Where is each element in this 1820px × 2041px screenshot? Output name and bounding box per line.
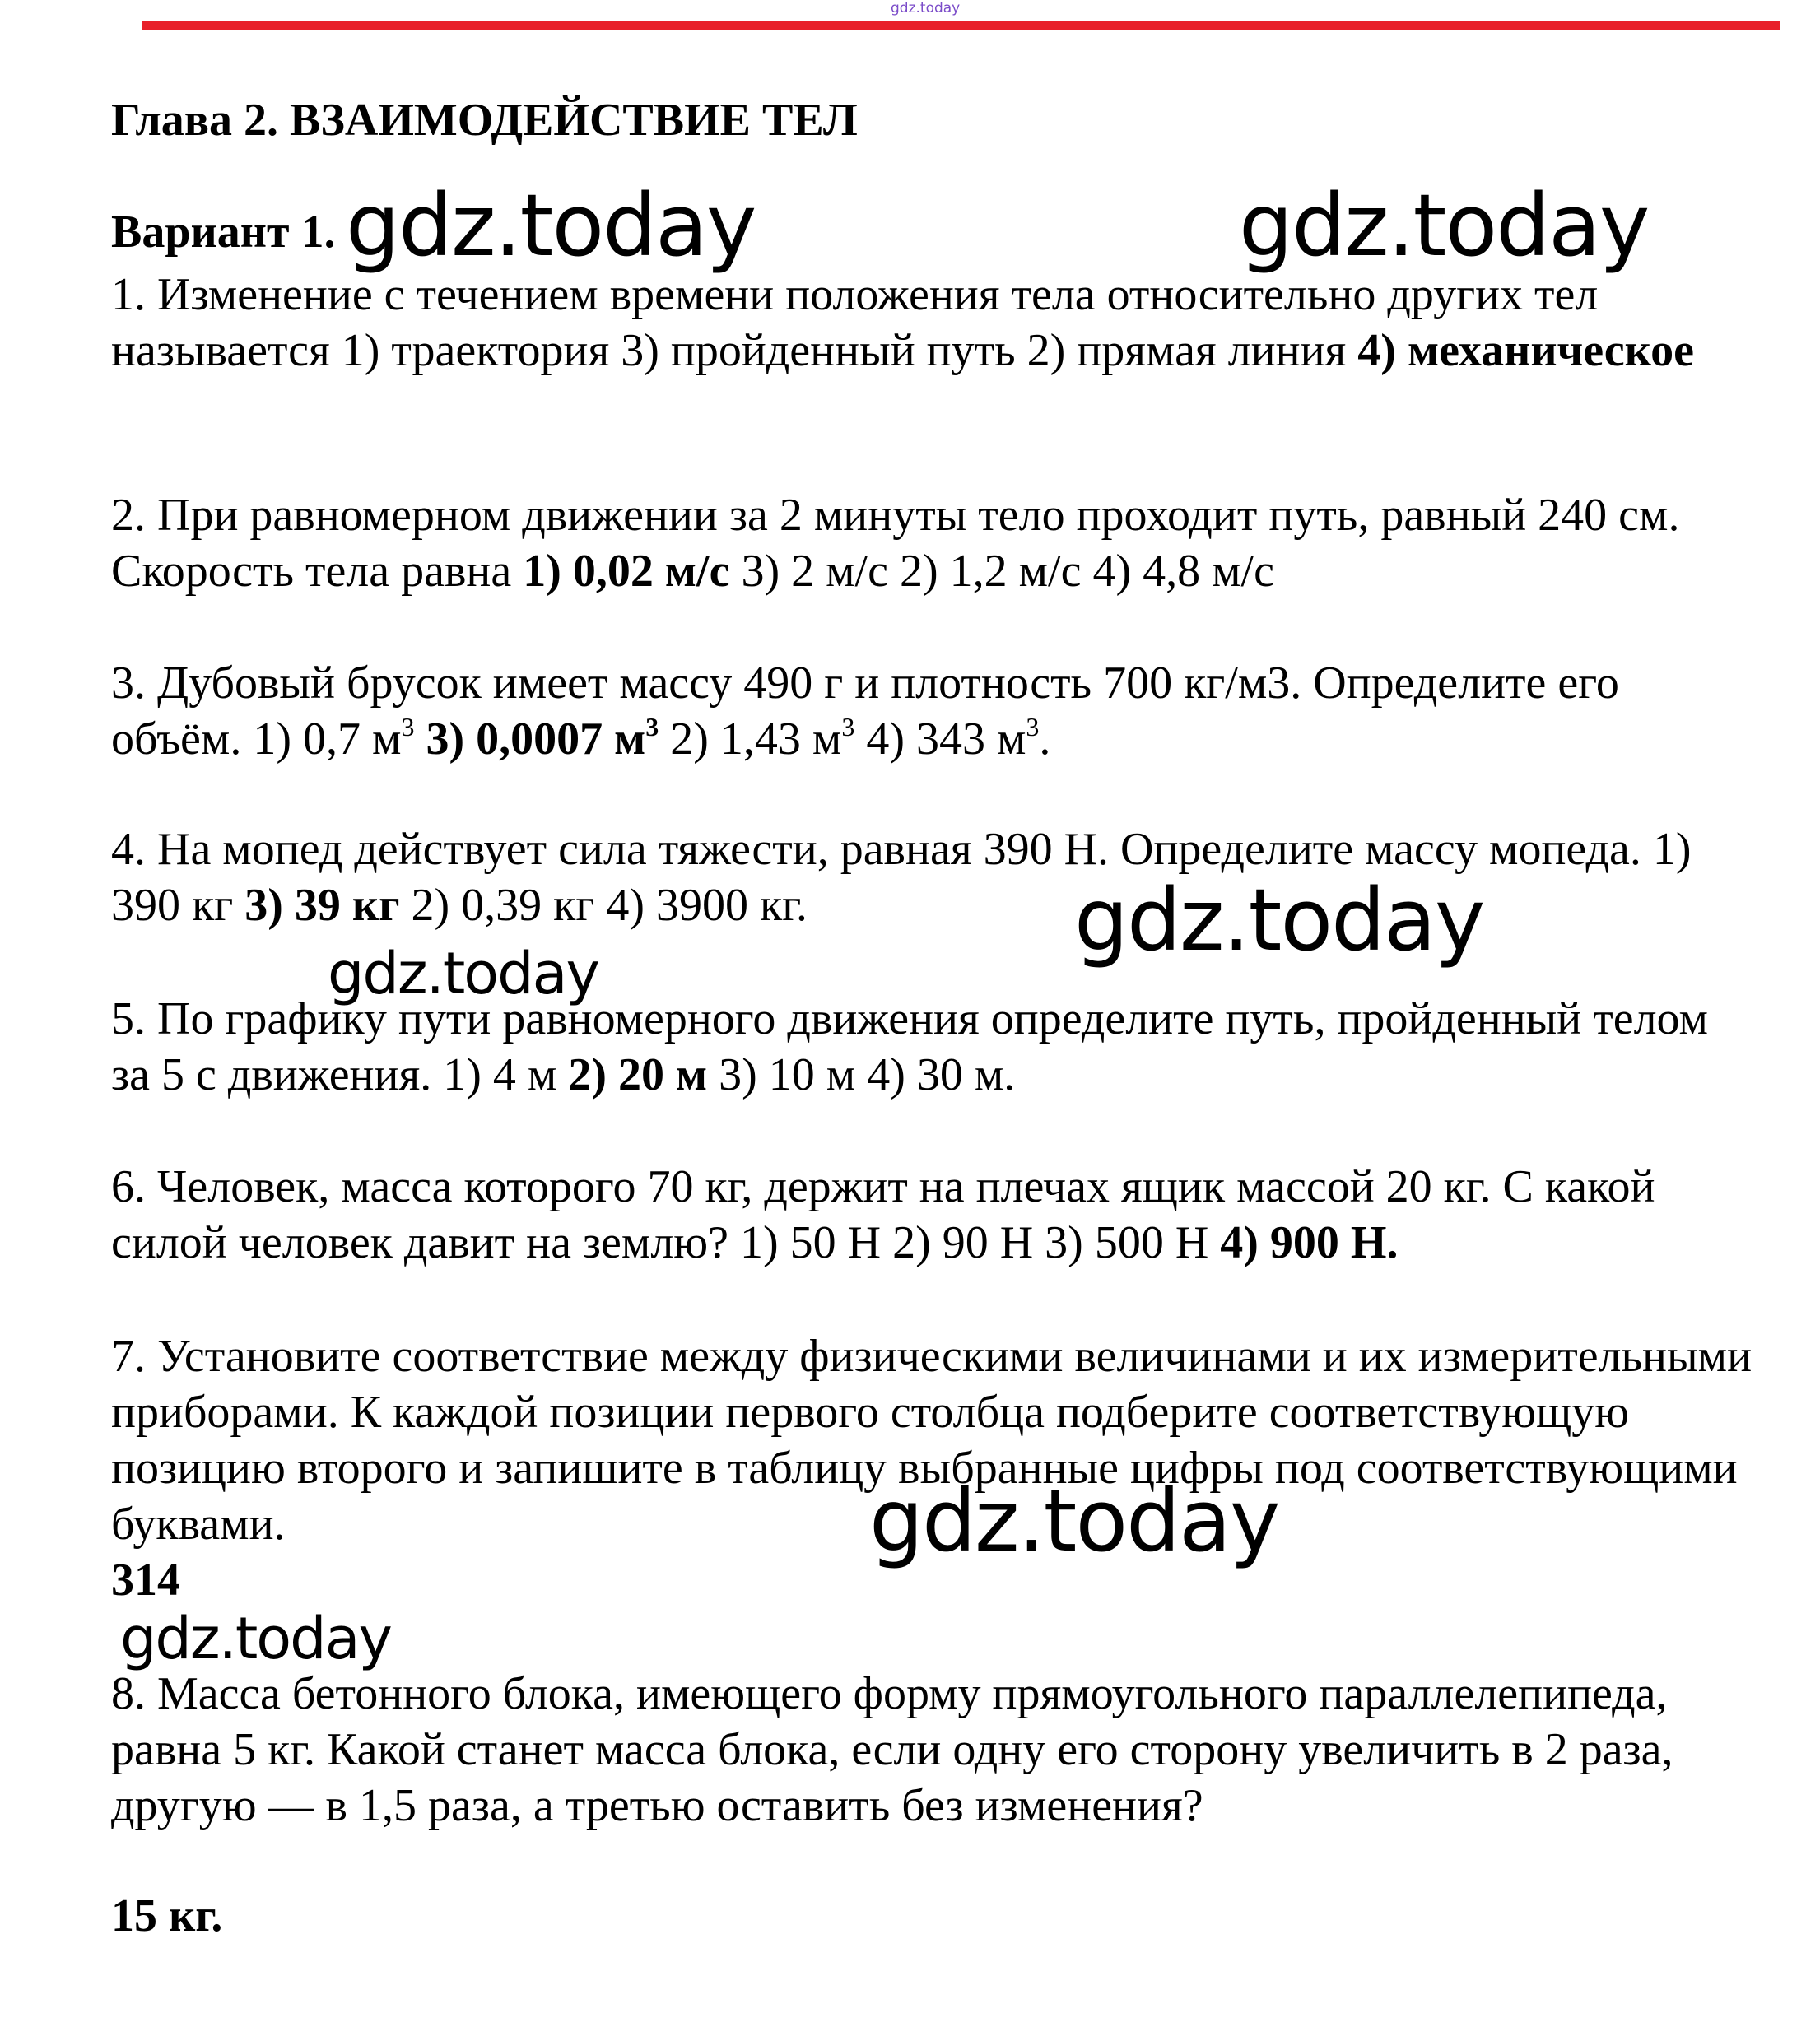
- watermark: gdz.today: [346, 175, 756, 276]
- question-2-text: 2. При равномерном движении за 2 минуты тело проходит путь, равный 240 см. Скорость тела равна: [111, 490, 1680, 597]
- question-3-option-4: 4) 343 м: [854, 714, 1026, 765]
- red-header-bar: [142, 21, 1780, 30]
- question-4-answer: 3) 39 кг: [244, 880, 400, 931]
- question-3: [111, 655, 1757, 773]
- question-5-text: 5. По графику пути равномерного движения определите путь, пройденный телом за 5 с движения. 1) 4 м: [111, 993, 1708, 1100]
- question-4-options: 2) 0,39 кг 4) 3900 кг.: [399, 880, 808, 931]
- superscript: 3: [841, 712, 855, 742]
- question-4: [111, 821, 1757, 933]
- question-5-answer: 2) 20 м: [568, 1049, 708, 1100]
- question-1-text: 1. Изменение с течением времени положения тела относительно других тел называется 1) траектория 3) пройденный путь 2) прямая линия: [111, 269, 1599, 376]
- question-2-answer: 1) 0,02 м/с: [523, 546, 730, 597]
- question-6-text: 6. Человек, масса которого 70 кг, держит на плечах ящик массой 20 кг. С какой силой человек давит на землю? 1) 50 Н 2) 90 Н 3) 500 Н: [111, 1161, 1655, 1268]
- question-8-text: 8. Масса бетонного блока, имеющего форму прямоугольного параллелепипеда, равна 5 кг. Какой станет масса блока, если одну его сторону увеличить в 2 раза, другую — в 1,5 раза, а третью оставить без изменения?: [111, 1668, 1673, 1831]
- chapter-title: Глава 2. ВЗАИМОДЕЙСТВИЕ ТЕЛ: [111, 95, 858, 146]
- question-2: [111, 487, 1757, 599]
- question-6: [111, 1159, 1757, 1271]
- question-8: [111, 1666, 1757, 1834]
- watermark: gdz.today: [328, 940, 598, 1007]
- question-1: [111, 267, 1757, 379]
- watermark: gdz.today: [120, 1605, 391, 1672]
- watermark: gdz.today: [1239, 175, 1649, 276]
- question-7-text: 7. Установите соответствие между физическими величинами и их измерительными приборами. К каждой позиции первого столбца подберите соответствующую позицию второго и запишите в таблицу выбранные цифры под соответствующими буквами.: [111, 1331, 1753, 1550]
- watermark: gdz.today: [869, 1471, 1279, 1571]
- superscript: 3: [401, 712, 415, 742]
- question-1-answer: 4) механическое: [1357, 325, 1694, 376]
- superscript: 3: [1026, 712, 1040, 742]
- question-5-options: 3) 10 м 4) 30 м.: [707, 1049, 1016, 1100]
- question-2-options: 3) 2 м/с 2) 1,2 м/с 4) 4,8 м/с: [729, 546, 1274, 597]
- variant-title: Вариант 1.: [111, 207, 336, 258]
- question-8-answer: 15 кг.: [111, 1890, 223, 1941]
- question-5: [111, 991, 1757, 1103]
- header-watermark: gdz.today: [891, 0, 961, 16]
- question-6-answer: 4) 900 Н.: [1220, 1217, 1399, 1268]
- question-7-answer: 314: [111, 1555, 180, 1606]
- question-3-text: 3. Дубовый брусок имеет массу 490 г и плотность 700 кг/м3. Определите его объём. 1) 0,7 м: [111, 658, 1619, 765]
- question-3-end: .: [1039, 714, 1051, 765]
- watermark: gdz.today: [1074, 870, 1484, 970]
- question-4-text: 4. На мопед действует сила тяжести, равная 390 Н. Определите массу мопеда. 1) 390 кг: [111, 824, 1692, 931]
- question-3-answer: 3) 0,0007 $м^3$: [426, 712, 659, 765]
- question-3-option-2: 2) 1,43 м: [659, 714, 842, 765]
